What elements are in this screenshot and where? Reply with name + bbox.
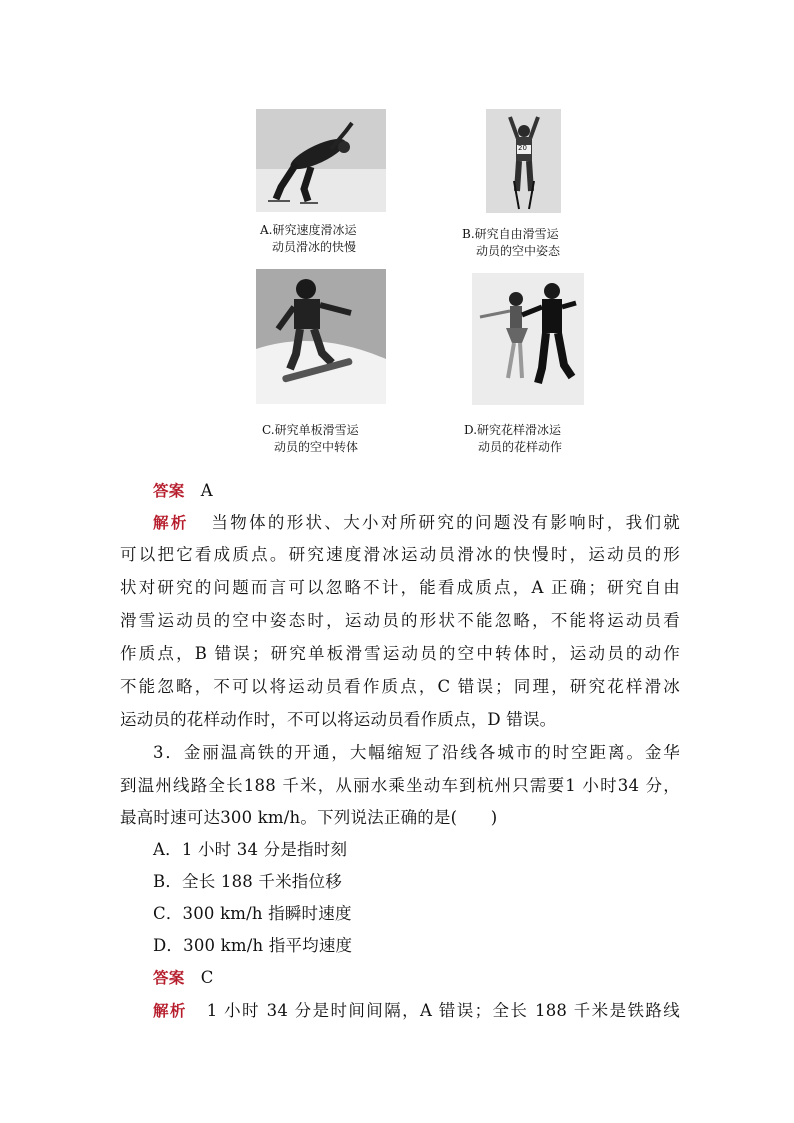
analysis-text: 1 小时 34 分是时间间隔，A 错误；全长 188 千米是铁路线 bbox=[206, 1001, 680, 1020]
analysis-label: 解析 bbox=[153, 514, 189, 532]
q3-option-b: B．全长 188 千米指位移 bbox=[153, 872, 342, 891]
caption-d-line2: 动员的花样动作 bbox=[478, 440, 563, 454]
answer-label: 答案 bbox=[153, 969, 185, 987]
q3-stem-line: 最高时速可达300 km/h。下列说法正确的是( ) bbox=[120, 808, 498, 827]
q3-option-a: A．1 小时 34 分是指时刻 bbox=[153, 840, 348, 859]
q2-analysis-line: 可以把它看成质点。研究速度滑冰运动员滑冰的快慢时，运动员的形 bbox=[120, 545, 680, 564]
q2-analysis-line: 运动员的花样动作时，不可以将运动员看作质点，D 错误。 bbox=[120, 710, 557, 729]
analysis-label: 解析 bbox=[153, 1002, 187, 1020]
q3-option-d: D．300 km/h 指平均速度 bbox=[153, 936, 353, 955]
figure-skating-photo bbox=[472, 273, 584, 405]
caption-a-line1: A.研究速度滑冰运 bbox=[260, 223, 357, 237]
answer-value: A bbox=[200, 481, 213, 500]
q2-analysis-line: 滑雪运动员的空中姿态时，运动员的形状不能忽略，不能将运动员看 bbox=[120, 611, 680, 630]
q2-analysis-line bbox=[153, 513, 680, 533]
analysis-text: 当物体的形状、大小对所研究的问题没有影响时，我们就 bbox=[211, 513, 681, 532]
q2-analysis-line: 作质点，B 错误；研究单板滑雪运动员的空中转体时，运动员的动作 bbox=[120, 644, 680, 663]
q2-analysis-line: 状对研究的问题而言可以忽略不计，能看成质点，A 正确；研究自由 bbox=[120, 578, 680, 597]
caption-a-line2: 动员滑冰的快慢 bbox=[272, 240, 357, 254]
caption-b-line1: B.研究自由滑雪运 bbox=[462, 227, 559, 241]
q2-answer bbox=[153, 481, 713, 501]
q3-answer bbox=[153, 968, 713, 988]
bib-number: 20 bbox=[518, 144, 527, 152]
q3-stem-line: 3．金丽温高铁的开通，大幅缩短了沿线各城市的时空距离。金华 bbox=[153, 743, 680, 762]
caption-c-line1: C.研究单板滑雪运 bbox=[262, 423, 359, 437]
q3-analysis-line bbox=[153, 1001, 680, 1021]
aerial-skiing-photo bbox=[486, 109, 561, 213]
q2-analysis-line: 不能忽略，不可以将运动员看作质点，C 错误；同理，研究花样滑冰 bbox=[120, 677, 680, 696]
q3-stem-line: 到温州线路全长188 千米，从丽水乘坐动车到杭州只需要1 小时34 分， bbox=[120, 776, 680, 795]
answer-value: C bbox=[200, 968, 214, 987]
speed-skating-photo bbox=[256, 109, 386, 212]
answer-label: 答案 bbox=[153, 482, 185, 500]
sports-figure bbox=[250, 95, 596, 467]
caption-c-line2: 动员的空中转体 bbox=[274, 440, 359, 454]
caption-d-line1: D.研究花样滑冰运 bbox=[464, 423, 562, 437]
q3-option-c: C．300 km/h 指瞬时速度 bbox=[153, 904, 352, 923]
snowboarding-photo bbox=[256, 269, 386, 404]
caption-b-line2: 动员的空中姿态 bbox=[476, 244, 561, 258]
